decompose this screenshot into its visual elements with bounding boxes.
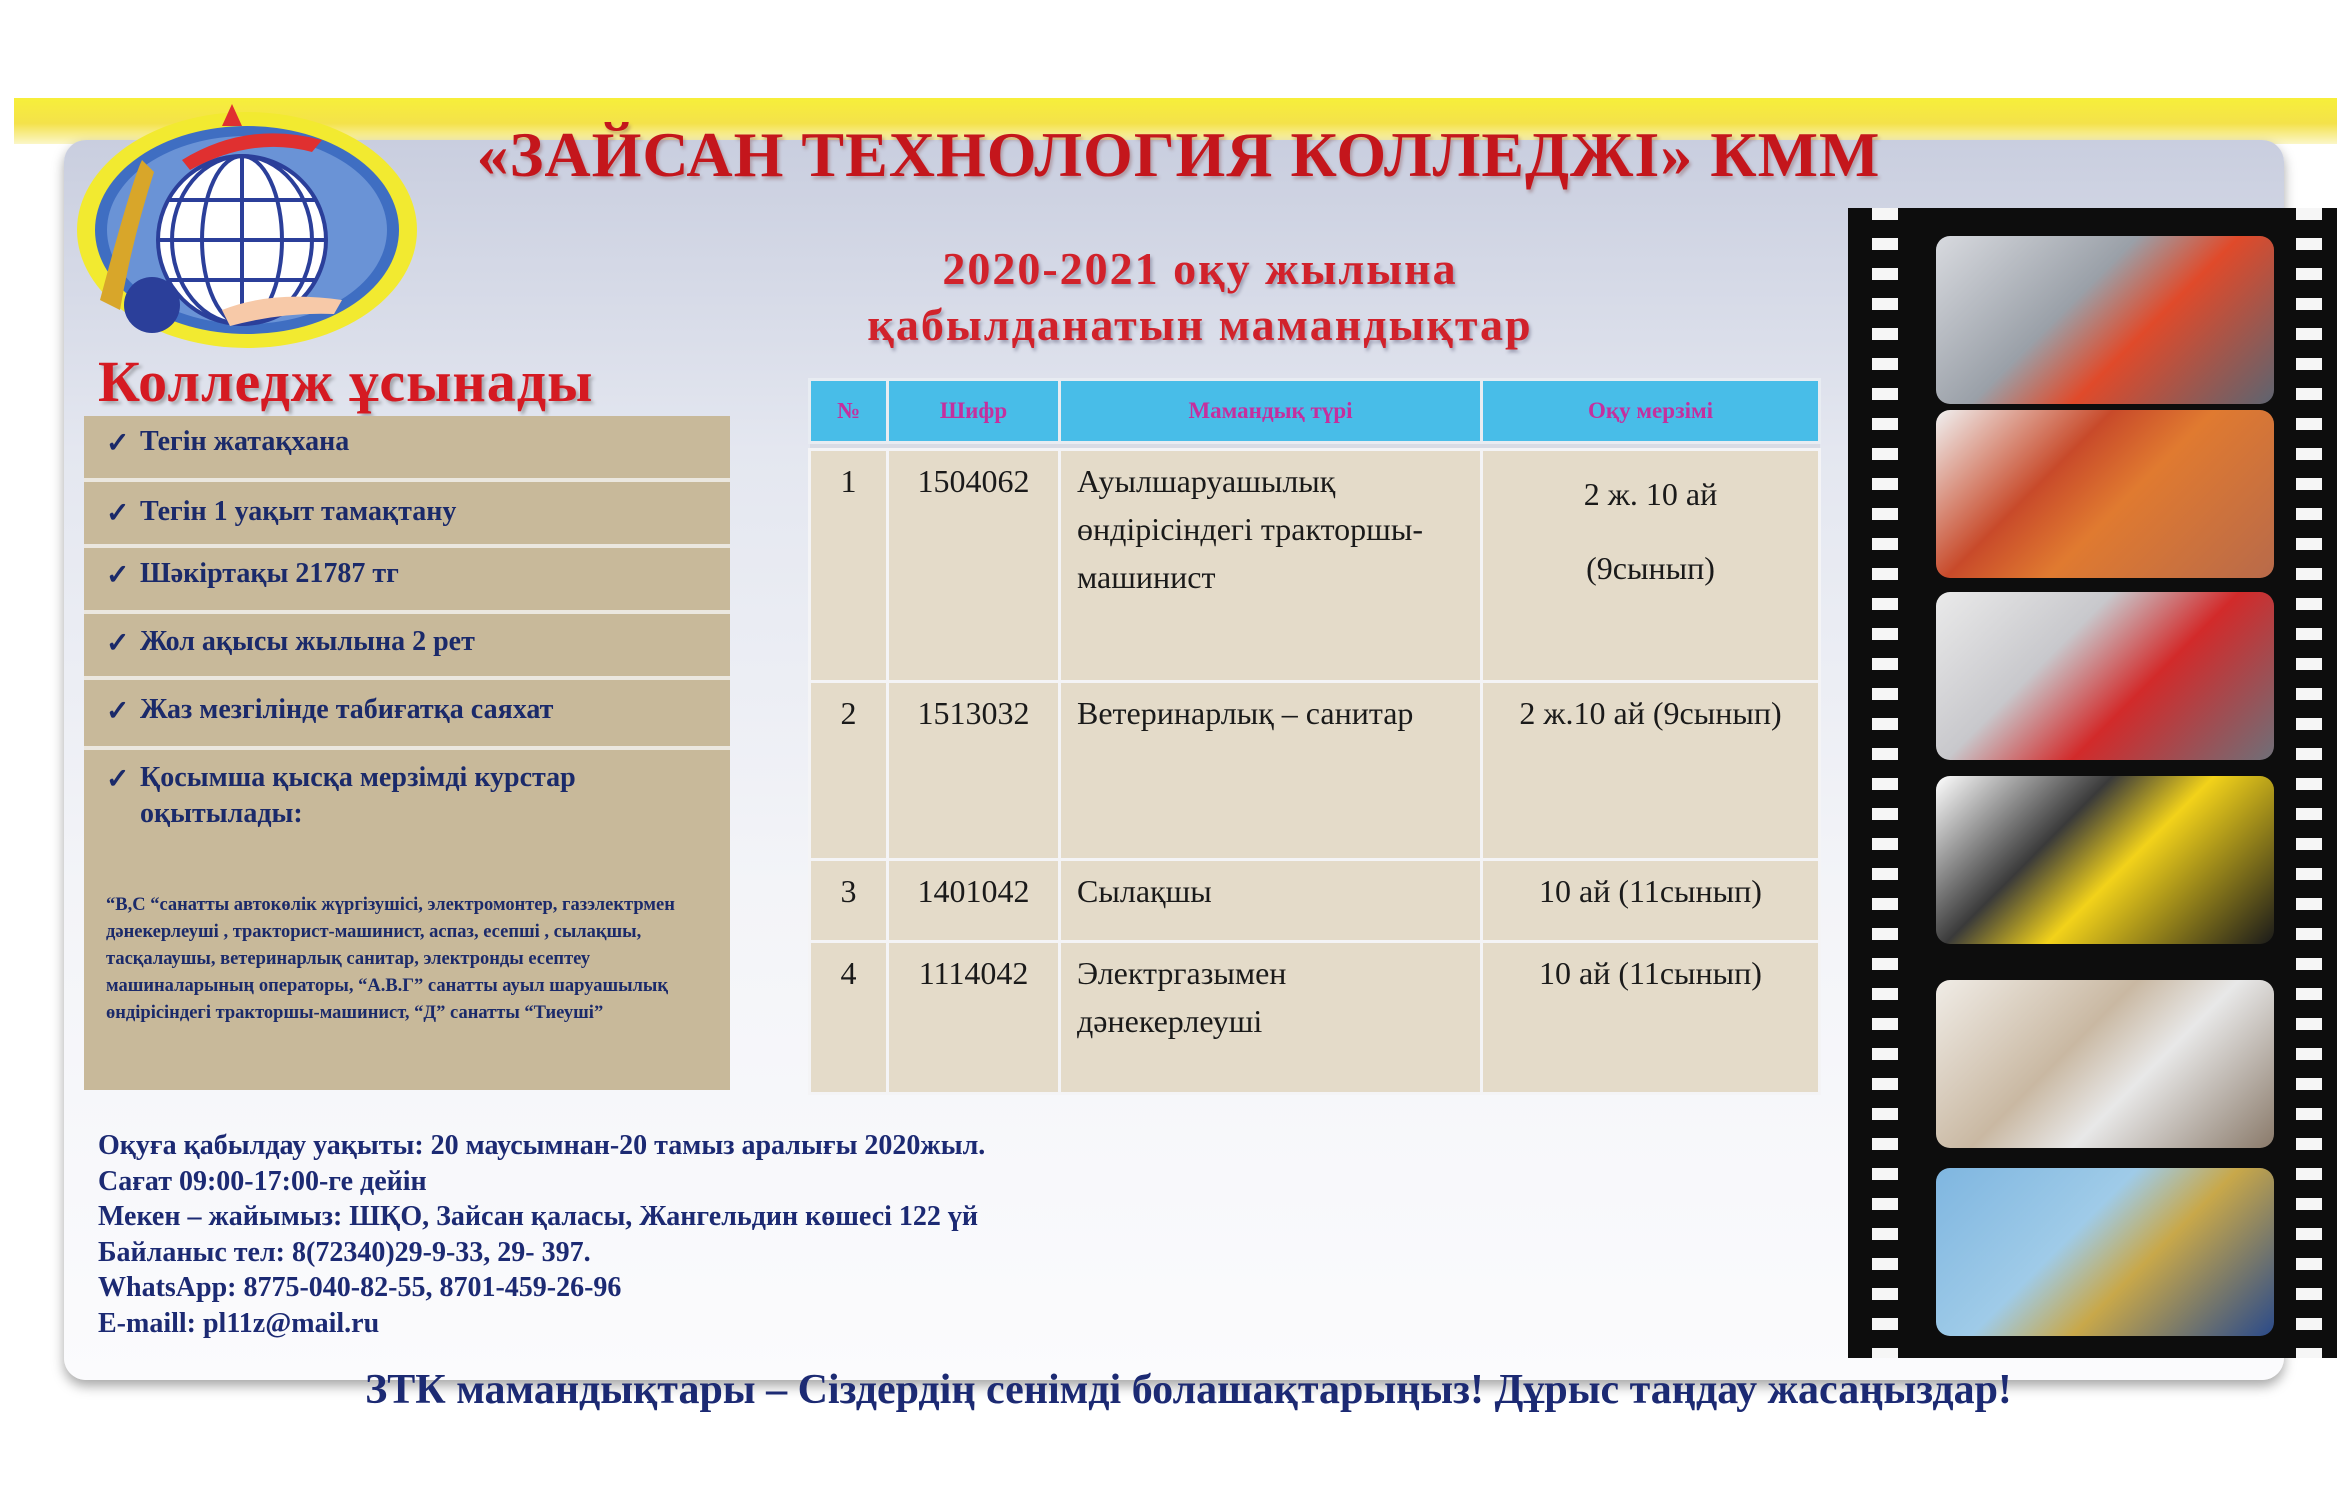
cell-code: 1401042 <box>888 860 1060 942</box>
subtitle-line-1: 2020-2021 оқу жылына <box>942 243 1458 294</box>
cell-code: 1504062 <box>888 450 1060 682</box>
check-icon: ✓ <box>106 628 130 659</box>
table-row <box>810 682 1820 860</box>
cell-number: 4 <box>810 942 888 1094</box>
extra-courses-title-1: Қосымша қысқа мерзімді курстар <box>140 762 576 793</box>
table-header-row <box>810 380 1820 443</box>
cell-number: 1 <box>810 450 888 682</box>
main-title: «ЗАЙСАН ТЕХНОЛОГИЯ КОЛЛЕДЖІ» КММ <box>476 119 1881 190</box>
whatsapp: WhatsApp: 8775-040-82-55, 8701-459-26-96 <box>98 1272 622 1303</box>
benefit-item <box>84 680 730 750</box>
photo-classroom <box>1936 980 2274 1148</box>
duration-note: (9сынып) <box>1586 550 1715 586</box>
check-icon: ✓ <box>106 696 130 727</box>
check-icon: ✓ <box>106 764 130 795</box>
table-row <box>810 860 1820 942</box>
cell-specialty: Ветеринарлық – санитар <box>1060 682 1482 860</box>
benefit-item <box>84 482 730 548</box>
cell-specialty: Электргазымен дәнекерлеуші <box>1060 942 1482 1094</box>
col-header-number: № <box>810 380 888 443</box>
benefit-label: Тегін жатақхана <box>140 426 350 457</box>
photo-bricklaying <box>1936 410 2274 578</box>
cell-duration: 10 ай (11сынып) <box>1482 942 1820 1094</box>
working-hours: Сағат 09:00-17:00-ге дейін <box>98 1165 427 1197</box>
film-holes-left <box>1872 208 1898 1358</box>
col-header-code: Шифр <box>888 380 1060 443</box>
benefits-list <box>84 416 730 1090</box>
benefit-item <box>84 416 730 482</box>
cell-number: 2 <box>810 682 888 860</box>
cell-specialty: Ауылшаруашылық өндірісіндегі тракторшы-машинист <box>1060 450 1482 682</box>
photo-welding <box>1936 776 2274 944</box>
contact-info <box>98 1128 985 1341</box>
photo-tractor-simulator <box>1936 236 2274 404</box>
email: E-maill: pl11z@mail.ru <box>98 1307 380 1339</box>
cell-specialty: Сылақшы <box>1060 860 1482 942</box>
benefit-label: Жол ақысы жылына 2 рет <box>140 626 475 657</box>
benefit-label: Шәкіртақы 21787 тг <box>140 558 399 589</box>
col-header-duration: Оқу мерзімі <box>1482 380 1820 443</box>
phone: Байланыс тел: 8(72340)29-9-33, 29- 397. <box>98 1236 591 1268</box>
extra-courses-title-2: оқытылады: <box>140 798 303 829</box>
check-icon: ✓ <box>106 498 130 529</box>
col-header-specialty: Мамандық түрі <box>1060 380 1482 443</box>
check-icon: ✓ <box>106 560 130 591</box>
cell-duration: 10 ай (11сынып) <box>1482 860 1820 942</box>
address: Мекен – жайымыз: ШҚО, Зайсан қаласы, Жангельдин көшесі 122 үй <box>98 1201 979 1232</box>
photo-laboratory <box>1936 592 2274 760</box>
benefit-item <box>84 548 730 614</box>
cell-code: 1513032 <box>888 682 1060 860</box>
cell-number: 3 <box>810 860 888 942</box>
benefits-title: Колледж ұсынады <box>98 349 594 414</box>
benefit-extra-courses <box>84 750 730 1090</box>
photo-power-line-workers <box>1936 1168 2274 1336</box>
cell-duration <box>1482 450 1820 682</box>
film-holes-right <box>2296 208 2322 1358</box>
cell-code: 1114042 <box>888 942 1060 1094</box>
extra-courses-note: “В,С “санатты автокөлік жүргізушісі, электромонтер, газэлектрмен дәнекерлеуші , тракторист-машинист, аспаз, есепші , сылақшы, тасқалаушы, ветеринарлық санитар, электронды есептеу машиналарының операторы, “А.В.Г” санатты ауыл шаруашылық өндірісіндегі тракторшы-машинист, “Д” санатты “Тиеуші” <box>106 895 675 1023</box>
benefit-label: Жаз мезгілінде табиғатқа саяхат <box>140 694 554 725</box>
benefit-item <box>84 614 730 680</box>
check-icon: ✓ <box>106 428 130 459</box>
subtitle-line-2: қабылданатын мамандықтар <box>867 299 1533 350</box>
admission-period: Оқуға қабылдау уақыты: 20 маусымнан-20 тамыз аралығы 2020жыл. <box>98 1130 986 1161</box>
duration-value: 2 ж. 10 ай <box>1583 476 1718 512</box>
specialties-table <box>808 378 1821 1095</box>
photo-filmstrip-icon <box>1848 208 2337 1358</box>
table-row <box>810 450 1820 682</box>
table-row <box>810 942 1820 1094</box>
cell-duration: 2 ж.10 ай (9сынып) <box>1482 682 1820 860</box>
slogan: ЗТК мамандықтары – Сіздердің сенімді болашақтарыңыз! Дұрыс таңдау жасаңыздар! <box>365 1367 2012 1413</box>
benefit-label: Тегін 1 уақыт тамақтану <box>140 496 457 527</box>
